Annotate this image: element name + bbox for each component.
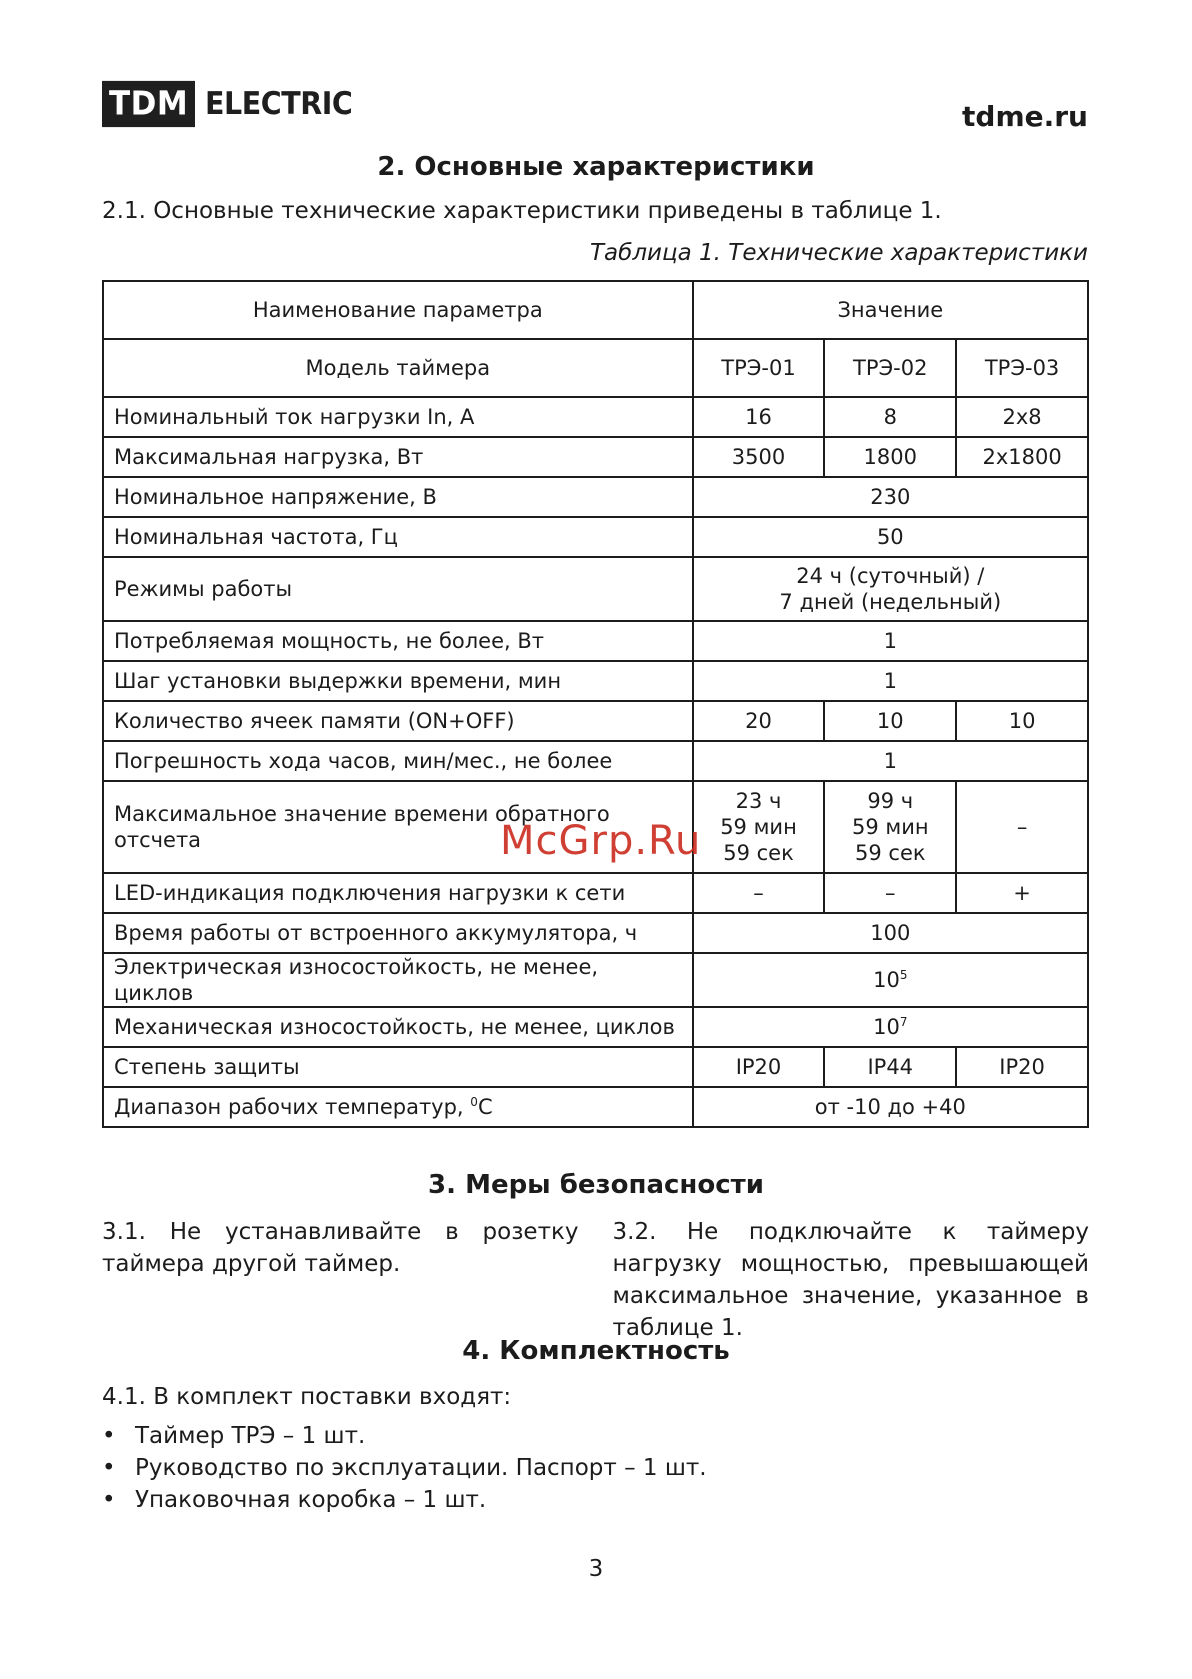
value-cell xyxy=(693,781,825,873)
value-cell: 230 xyxy=(693,477,1088,517)
param-line: Максимальное значение времени обратного xyxy=(114,802,610,826)
table-row xyxy=(103,913,1088,953)
value-exponent: 7 xyxy=(899,1015,908,1029)
value-line: 59 сек xyxy=(855,841,926,865)
table-row xyxy=(103,517,1088,557)
param-name: Режимы работы xyxy=(103,557,693,621)
safety-text xyxy=(102,1216,1089,1344)
table-row xyxy=(103,1047,1088,1087)
param-name xyxy=(103,1087,693,1127)
value-cell: + xyxy=(956,873,1088,913)
safety-p2: 3.2. Не подключайте к таймеру нагрузку мощностью, превышающей максимальное значение, указанное в таблице 1. xyxy=(612,1219,1089,1341)
value-cell: 10 xyxy=(824,701,956,741)
site-url[interactable]: tdme.ru xyxy=(962,100,1088,133)
page-number: 3 xyxy=(588,1556,604,1582)
table-row xyxy=(103,397,1088,437)
value-cell xyxy=(693,557,1088,621)
table-row xyxy=(103,701,1088,741)
value-cell: 1800 xyxy=(824,437,956,477)
value-cell: 2x8 xyxy=(956,397,1088,437)
value-cell: 20 xyxy=(693,701,825,741)
param-name: Номинальная частота, Гц xyxy=(103,517,693,557)
param-name: Максимальная нагрузка, Вт xyxy=(103,437,693,477)
table-row xyxy=(103,661,1088,701)
section-4-intro: 4.1. В комплект поставки входят: xyxy=(102,1384,512,1410)
list-item: • Таймер ТРЭ – 1 шт. xyxy=(102,1420,707,1452)
value-cell: 100 xyxy=(693,913,1088,953)
watermark: McGrp.Ru xyxy=(500,818,702,864)
value-cell: – xyxy=(956,781,1088,873)
param-name: Количество ячеек памяти (ON+OFF) xyxy=(103,701,693,741)
value-cell: 3500 xyxy=(693,437,825,477)
value-cell: 16 xyxy=(693,397,825,437)
model-cell: ТРЭ-01 xyxy=(693,339,825,397)
safety-col-right xyxy=(613,1216,1090,1344)
model-label: Модель таймера xyxy=(103,339,693,397)
table-row xyxy=(103,557,1088,621)
section-2-title: 2. Основные характеристики xyxy=(377,152,815,182)
table-row xyxy=(103,437,1088,477)
value-base: 10 xyxy=(873,1015,900,1039)
value-line: 23 ч xyxy=(735,789,782,813)
table-row xyxy=(103,339,1088,397)
value-cell xyxy=(693,953,1088,1007)
table-row xyxy=(103,1007,1088,1047)
value-cell: 50 xyxy=(693,517,1088,557)
param-name: Степень защиты xyxy=(103,1047,693,1087)
param-name: Погрешность хода часов, мин/мес., не более xyxy=(103,741,693,781)
section-3-title: 3. Меры безопасности xyxy=(428,1170,764,1200)
table-caption: Таблица 1. Технические характеристики xyxy=(590,240,1088,266)
list-item: • Упаковочная коробка – 1 шт. xyxy=(102,1484,707,1516)
table-row xyxy=(103,477,1088,517)
value-cell xyxy=(693,1007,1088,1047)
param-suffix: С xyxy=(477,1095,493,1119)
param-name: Электрическая износостойкость, не менее, циклов xyxy=(103,953,693,1007)
value-cell: 1 xyxy=(693,741,1088,781)
table-row xyxy=(103,1087,1088,1127)
value-cell: – xyxy=(824,873,956,913)
param-name: Номинальный ток нагрузки In, А xyxy=(103,397,693,437)
header-param-name: Наименование параметра xyxy=(103,281,693,339)
logo-text: ELECTRIC xyxy=(205,86,353,122)
list-item: • Руководство по эксплуатации. Паспорт – 1 шт. xyxy=(102,1452,707,1484)
spec-table xyxy=(102,280,1089,1128)
brand-logo xyxy=(102,82,365,126)
value-line: 59 сек xyxy=(723,841,794,865)
model-cell: ТРЭ-03 xyxy=(956,339,1088,397)
value-cell: 8 xyxy=(824,397,956,437)
value-cell xyxy=(824,781,956,873)
logo-box: TDM xyxy=(102,81,195,127)
value-cell: IP44 xyxy=(824,1047,956,1087)
param-name: Шаг установки выдержки времени, мин xyxy=(103,661,693,701)
section-2-intro: 2.1. Основные технические характеристики приведены в таблице 1. xyxy=(102,198,942,224)
value-base: 10 xyxy=(873,968,900,992)
value-line: 7 дней (недельный) xyxy=(779,590,1002,614)
param-name: Механическая износостойкость, не менее, циклов xyxy=(103,1007,693,1047)
value-cell: IP20 xyxy=(693,1047,825,1087)
value-cell: 1 xyxy=(693,661,1088,701)
value-cell: 10 xyxy=(956,701,1088,741)
degree-sup: 0 xyxy=(470,1095,478,1109)
value-cell: – xyxy=(693,873,825,913)
model-cell: ТРЭ-02 xyxy=(824,339,956,397)
param-name: Время работы от встроенного аккумулятора, ч xyxy=(103,913,693,953)
value-line: 59 мин xyxy=(720,815,797,839)
value-line: 59 мин xyxy=(851,815,929,839)
param-line: отсчета xyxy=(114,828,202,852)
value-line: 99 ч xyxy=(867,789,914,813)
table-row xyxy=(103,621,1088,661)
value-cell: от -10 до +40 xyxy=(693,1087,1088,1127)
safety-col-left xyxy=(102,1216,579,1344)
param-name: LED-индикация подключения нагрузки к сети xyxy=(103,873,693,913)
param-name: Потребляемая мощность, не более, Вт xyxy=(103,621,693,661)
value-exponent: 5 xyxy=(899,968,908,982)
table-row xyxy=(103,953,1088,1007)
value-cell: IP20 xyxy=(956,1047,1088,1087)
value-cell: 1 xyxy=(693,621,1088,661)
section-4-title: 4. Комплектность xyxy=(462,1336,730,1366)
header-value: Значение xyxy=(693,281,1088,339)
param-prefix: Диапазон рабочих температур, xyxy=(114,1095,471,1119)
table-row xyxy=(103,873,1088,913)
kit-list xyxy=(102,1420,707,1516)
table-row xyxy=(103,741,1088,781)
table-header-row xyxy=(103,281,1088,339)
param-name: Номинальное напряжение, В xyxy=(103,477,693,517)
value-cell: 2x1800 xyxy=(956,437,1088,477)
value-line: 24 ч (суточный) / xyxy=(796,564,985,588)
safety-p1: 3.1. Не устанавливайте в розетку таймера другой таймер. xyxy=(102,1219,579,1277)
